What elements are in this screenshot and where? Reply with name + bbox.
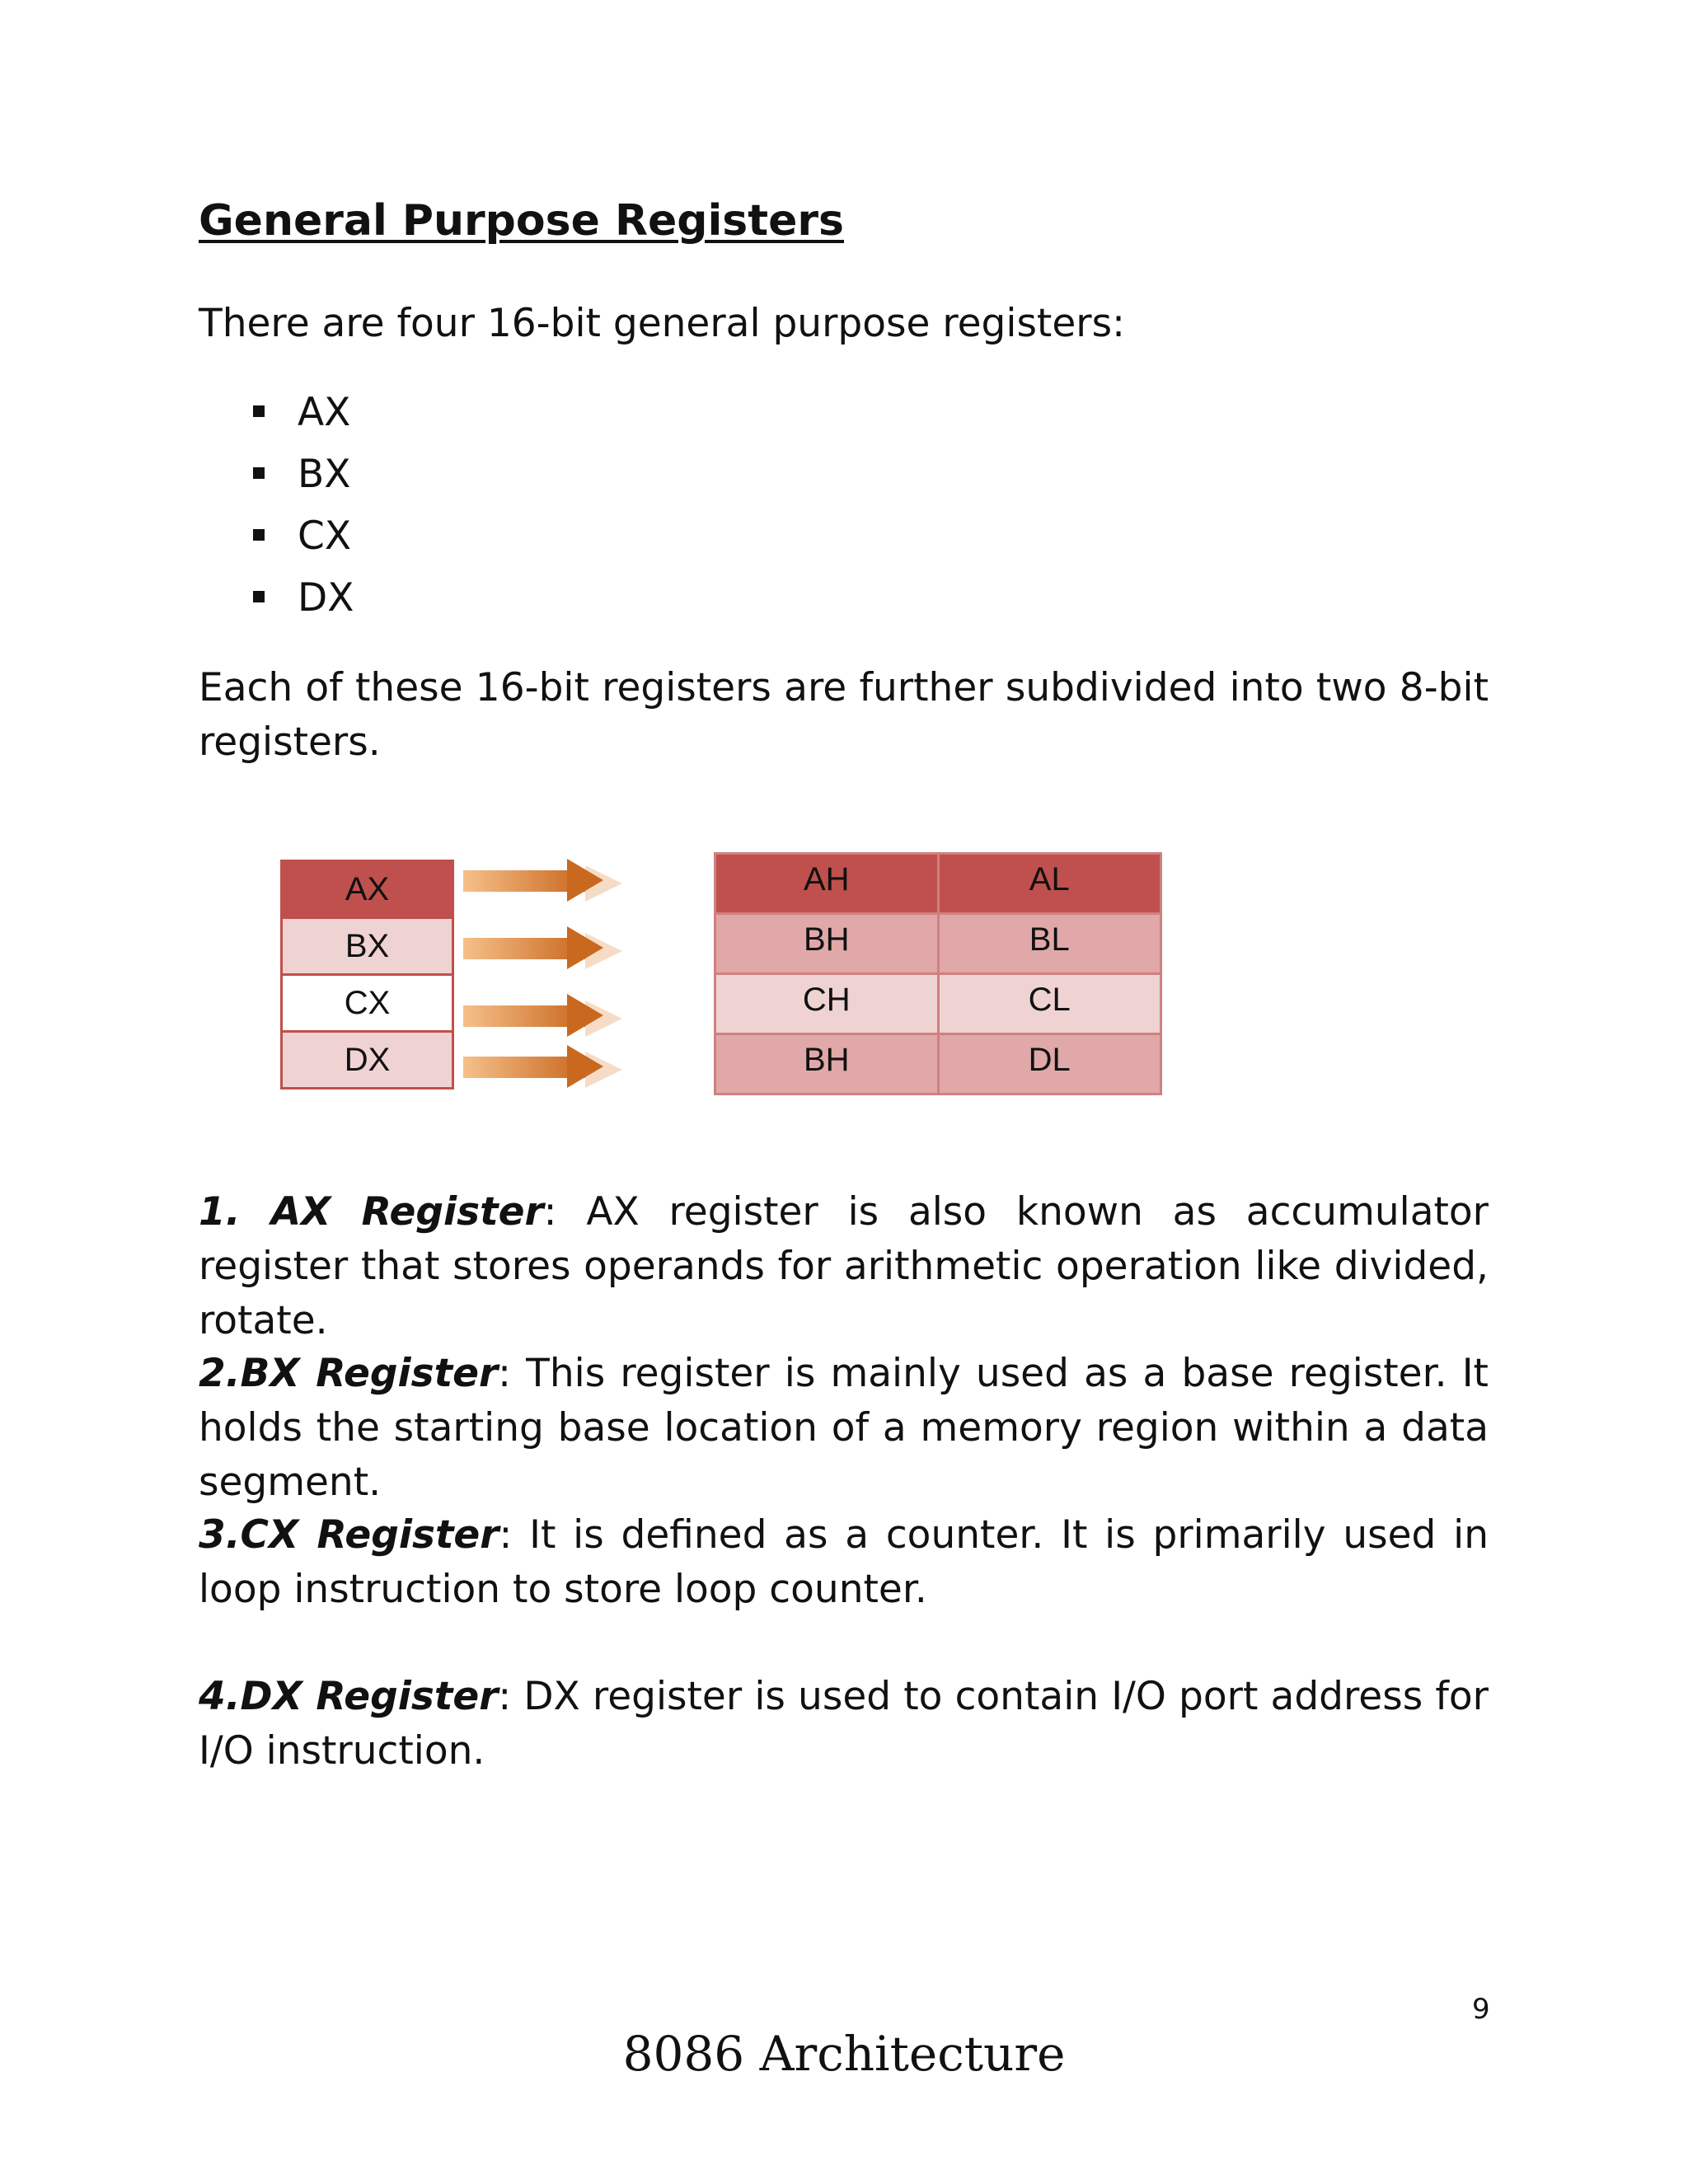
subdivide-paragraph: Each of these 16-bit registers are further subdivided into two 8-bit registers. — [199, 665, 1489, 765]
register-cell-cl: CL — [937, 975, 1160, 1033]
cx-title: 3.CX Register — [199, 1512, 499, 1558]
register-stack-16bit — [280, 860, 454, 1090]
square-bullet-icon — [253, 591, 265, 602]
register-cell-bx: BX — [283, 916, 452, 973]
table-row — [716, 855, 1160, 912]
right-arrow-icon — [462, 992, 626, 1038]
register-cell-ch: CH — [802, 982, 851, 1018]
intro-paragraph: There are four 16-bit general purpose registers: — [199, 301, 1125, 346]
dx-title: 4.DX Register — [199, 1674, 499, 1719]
register-grid-8bit — [714, 852, 1162, 1095]
table-row — [716, 1033, 1160, 1093]
table-row — [716, 972, 1160, 1033]
page-number: 9 — [1472, 1993, 1490, 2026]
list-item: CX — [199, 509, 354, 571]
cx-description: 3.CX Register: It is defined as a counter. It is primarily used in loop instruction to store loop counter. — [199, 1512, 1489, 1612]
page-footer: 8086 Architecture — [622, 2026, 1066, 2082]
register-cell-dh: BH — [803, 1042, 850, 1078]
dx-description: 4.DX Register: DX register is used to contain I/O port address for I/O instruction. — [199, 1674, 1489, 1774]
register-cell-bh: BH — [803, 921, 850, 958]
bx-title: 2.BX Register — [199, 1351, 499, 1396]
ax-description: 1. AX Register: AX register is also known as accumulator register that stores operands for arithmetic operation like divided, rotate. — [199, 1189, 1489, 1343]
list-item: AX — [199, 386, 354, 448]
ax-title: 1. AX Register — [199, 1189, 544, 1235]
register-cell-dx: DX — [283, 1030, 452, 1087]
register-list — [199, 386, 354, 633]
square-bullet-icon — [253, 467, 265, 479]
table-row — [716, 912, 1160, 972]
bx-description: 2.BX Register: This register is mainly used as a base register. It holds the starting base location of a memory region within a data segment. — [199, 1351, 1489, 1505]
register-cell-ah: AH — [803, 861, 850, 898]
register-cell-dl: DL — [937, 1035, 1160, 1093]
register-cell-al: AL — [937, 855, 1160, 912]
square-bullet-icon — [253, 405, 265, 417]
list-item: BX — [199, 448, 354, 509]
section-heading: General Purpose Registers — [199, 196, 844, 246]
register-cell-ax: AX — [283, 862, 452, 916]
list-item: DX — [199, 571, 354, 633]
square-bullet-icon — [253, 529, 265, 541]
right-arrow-icon — [462, 857, 626, 903]
right-arrow-icon — [462, 1043, 626, 1090]
right-arrow-icon — [462, 925, 626, 971]
register-cell-bl: BL — [937, 915, 1160, 972]
register-cell-cx: CX — [283, 973, 452, 1030]
